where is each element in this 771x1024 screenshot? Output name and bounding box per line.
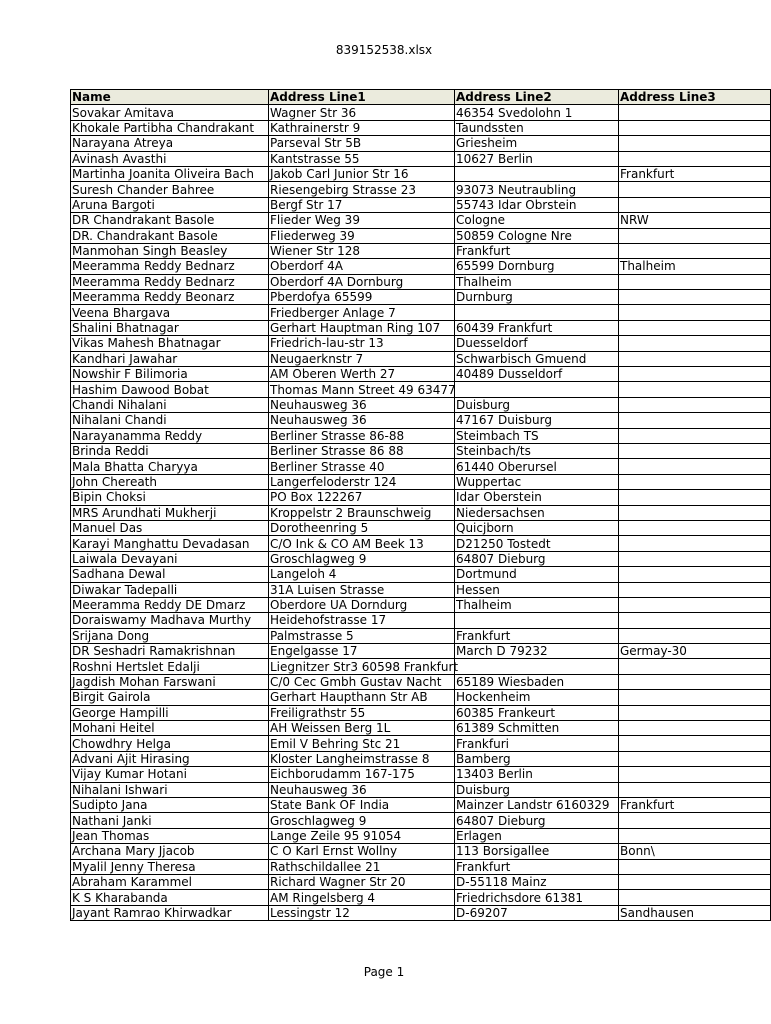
address-line3-cell <box>619 120 771 135</box>
address-line1-cell: State Bank OF India <box>269 797 455 812</box>
table-row <box>71 459 771 474</box>
address-line2-cell: Quicjborn <box>455 520 619 535</box>
table-row <box>71 721 771 736</box>
address-line2-cell: Friedrichsdore 61381 <box>455 890 619 905</box>
address-line2-cell: 60385 Frankeurt <box>455 705 619 720</box>
address-line3-cell <box>619 197 771 212</box>
name-cell: Meeramma Reddy Beonarz <box>71 290 269 305</box>
address-line3-cell <box>619 505 771 520</box>
address-line1-cell: Fliederweg 39 <box>269 228 455 243</box>
address-line3-cell <box>619 351 771 366</box>
address-line3-cell: Bonn\ <box>619 844 771 859</box>
address-line3-cell <box>619 490 771 505</box>
address-line1-cell: AH Weissen Berg 1L <box>269 721 455 736</box>
name-cell: Suresh Chander Bahree <box>71 182 269 197</box>
table-row <box>71 659 771 674</box>
table-row <box>71 336 771 351</box>
address-line3-cell <box>619 428 771 443</box>
table-row <box>71 859 771 874</box>
header-address-line2: Address Line2 <box>455 90 619 105</box>
address-line1-cell: Langeloh 4 <box>269 567 455 582</box>
address-line1-cell: Berliner Strasse 40 <box>269 459 455 474</box>
address-line2-cell: Mainzer Landstr 6160329 <box>455 797 619 812</box>
table-row <box>71 290 771 305</box>
table-row <box>71 582 771 597</box>
table-row <box>71 105 771 120</box>
name-cell: Meeramma Reddy DE Dmarz <box>71 597 269 612</box>
address-line3-cell <box>619 705 771 720</box>
address-line2-cell <box>455 613 619 628</box>
address-line2-cell: Thalheim <box>455 274 619 289</box>
table-row <box>71 874 771 889</box>
table-row <box>71 382 771 397</box>
address-line1-cell: Neugaerknstr 7 <box>269 351 455 366</box>
address-line1-cell: Gerhart Haupthann Str AB <box>269 690 455 705</box>
address-line2-cell: Frankfurt <box>455 859 619 874</box>
address-line1-cell: Groschlagweg 9 <box>269 813 455 828</box>
address-line3-cell: Germay-30 <box>619 644 771 659</box>
address-line2-cell: Thalheim <box>455 597 619 612</box>
address-line3-cell <box>619 721 771 736</box>
address-line3-cell <box>619 536 771 551</box>
address-line3-cell <box>619 736 771 751</box>
name-cell: Meeramma Reddy Bednarz <box>71 274 269 289</box>
address-line2-cell: Idar Oberstein <box>455 490 619 505</box>
address-line1-cell: PO Box 122267 <box>269 490 455 505</box>
table-row <box>71 228 771 243</box>
address-line1-cell: Oberdorf 4A <box>269 259 455 274</box>
address-line1-cell: C/0 Cec Gmbh Gustav Nacht <box>269 674 455 689</box>
address-line3-cell <box>619 767 771 782</box>
table-row <box>71 443 771 458</box>
address-line2-cell: Erlagen <box>455 828 619 843</box>
name-cell: Laiwala Devayani <box>71 551 269 566</box>
address-line3-cell <box>619 674 771 689</box>
address-line1-cell: Neuhausweg 36 <box>269 782 455 797</box>
name-cell: Vijay Kumar Hotani <box>71 767 269 782</box>
address-line1-cell: Rathschildallee 21 <box>269 859 455 874</box>
table-row <box>71 413 771 428</box>
name-cell: Jagdish Mohan Farswani <box>71 674 269 689</box>
name-cell: Bipin Choksi <box>71 490 269 505</box>
table-row <box>71 705 771 720</box>
table-row <box>71 905 771 920</box>
address-line1-cell: Kloster Langheimstrasse 8 <box>269 751 455 766</box>
table-row <box>71 274 771 289</box>
address-line3-cell <box>619 228 771 243</box>
address-line3-cell <box>619 659 771 674</box>
name-cell: Sudipto Jana <box>71 797 269 812</box>
name-cell: MRS Arundhati Mukherji <box>71 505 269 520</box>
name-cell: Karayi Manghattu Devadasan <box>71 536 269 551</box>
address-line2-cell: Durnburg <box>455 290 619 305</box>
address-line3-cell: Sandhausen <box>619 905 771 920</box>
address-line1-cell: Berliner Strasse 86-88 <box>269 428 455 443</box>
address-line2-cell: Duisburg <box>455 782 619 797</box>
address-line2-cell: 61389 Schmitten <box>455 721 619 736</box>
address-line3-cell <box>619 320 771 335</box>
table-row <box>71 567 771 582</box>
name-cell: Mala Bhatta Charyya <box>71 459 269 474</box>
table-row <box>71 782 771 797</box>
table-row <box>71 628 771 643</box>
name-cell: Diwakar Tadepalli <box>71 582 269 597</box>
address-line2-cell: Wuppertac <box>455 474 619 489</box>
name-cell: Aruna Bargoti <box>71 197 269 212</box>
name-cell: John Chereath <box>71 474 269 489</box>
address-line1-cell: Riesengebirg Strasse 23 <box>269 182 455 197</box>
name-cell: Nihalani Chandi <box>71 413 269 428</box>
page-number: Page 1 <box>363 965 405 979</box>
table-row <box>71 674 771 689</box>
address-line3-cell: Frankfurt <box>619 797 771 812</box>
table-row <box>71 320 771 335</box>
name-cell: Manuel Das <box>71 520 269 535</box>
address-line1-cell: C/O Ink & CO AM Beek 13 <box>269 536 455 551</box>
name-cell: Jayant Ramrao Khirwadkar <box>71 905 269 920</box>
document-title: 839152538.xlsx <box>335 43 433 57</box>
address-line3-cell <box>619 828 771 843</box>
table-row <box>71 397 771 412</box>
table-row <box>71 844 771 859</box>
address-line1-cell: Berliner Strasse 86 88 <box>269 443 455 458</box>
address-line3-cell <box>619 567 771 582</box>
table-row <box>71 551 771 566</box>
header-row <box>71 90 771 105</box>
address-line2-cell: 55743 Idar Obrstein <box>455 197 619 212</box>
table-row <box>71 474 771 489</box>
name-cell: Chowdhry Helga <box>71 736 269 751</box>
address-line2-cell: Frankfurt <box>455 243 619 258</box>
address-line1-cell: Oberdorf 4A Dornburg <box>269 274 455 289</box>
address-line2-cell: Hockenheim <box>455 690 619 705</box>
address-line1-cell: Emil V Behring Stc 21 <box>269 736 455 751</box>
table-row <box>71 751 771 766</box>
address-line1-cell: Palmstrasse 5 <box>269 628 455 643</box>
address-line3-cell <box>619 136 771 151</box>
name-cell: Narayana Atreya <box>71 136 269 151</box>
address-line1-cell: Richard Wagner Str 20 <box>269 874 455 889</box>
address-line2-cell: Duisburg <box>455 397 619 412</box>
address-line3-cell <box>619 305 771 320</box>
table-row <box>71 120 771 135</box>
table-row <box>71 151 771 166</box>
address-line1-cell: Langerfeloderstr 124 <box>269 474 455 489</box>
address-line1-cell: 31A Luisen Strasse <box>269 582 455 597</box>
name-cell: Archana Mary Jjacob <box>71 844 269 859</box>
name-cell: Meeramma Reddy Bednarz <box>71 259 269 274</box>
name-cell: Hashim Dawood Bobat <box>71 382 269 397</box>
address-line3-cell: NRW <box>619 213 771 228</box>
address-line1-cell: Pberdofya 65599 <box>269 290 455 305</box>
address-line3-cell <box>619 151 771 166</box>
address-line1-cell: AM Oberen Werth 27 <box>269 367 455 382</box>
name-cell: George Hampilli <box>71 705 269 720</box>
address-line2-cell: March D 79232 <box>455 644 619 659</box>
name-cell: Avinash Avasthi <box>71 151 269 166</box>
address-line3-cell <box>619 243 771 258</box>
address-line1-cell: Kantstrasse 55 <box>269 151 455 166</box>
address-line3-cell <box>619 382 771 397</box>
address-line2-cell: 113 Borsigallee <box>455 844 619 859</box>
address-line3-cell <box>619 474 771 489</box>
address-line2-cell: Schwarbisch Gmuend <box>455 351 619 366</box>
address-line3-cell <box>619 459 771 474</box>
table-row <box>71 367 771 382</box>
table-row <box>71 767 771 782</box>
address-line1-cell: Oberdore UA Dorndurg <box>269 597 455 612</box>
table-row <box>71 736 771 751</box>
address-line2-cell: Cologne <box>455 213 619 228</box>
address-line1-cell: Friedberger Anlage 7 <box>269 305 455 320</box>
address-line2-cell: 93073 Neutraubling <box>455 182 619 197</box>
name-cell: Myalil Jenny Theresa <box>71 859 269 874</box>
address-line2-cell: 47167 Duisburg <box>455 413 619 428</box>
table-body <box>71 105 771 921</box>
address-line3-cell <box>619 397 771 412</box>
address-line2-cell: Griesheim <box>455 136 619 151</box>
address-line2-cell: Niedersachsen <box>455 505 619 520</box>
address-line1-cell: Freiligrathstr 55 <box>269 705 455 720</box>
name-cell: DR Chandrakant Basole <box>71 213 269 228</box>
table-row <box>71 136 771 151</box>
address-line3-cell <box>619 813 771 828</box>
name-cell: Nathani Janki <box>71 813 269 828</box>
address-line1-cell: Kroppelstr 2 Braunschweig <box>269 505 455 520</box>
address-line2-cell: 13403 Berlin <box>455 767 619 782</box>
address-line2-cell: D-69207 <box>455 905 619 920</box>
name-cell: Chandi Nihalani <box>71 397 269 412</box>
name-cell: Abraham Karammel <box>71 874 269 889</box>
address-line2-cell <box>455 659 619 674</box>
address-line3-cell <box>619 782 771 797</box>
name-cell: Brinda Reddi <box>71 443 269 458</box>
address-line1-cell: Lange Zeile 95 91054 <box>269 828 455 843</box>
address-line3-cell <box>619 859 771 874</box>
name-cell: Srijana Dong <box>71 628 269 643</box>
table-row <box>71 597 771 612</box>
address-line1-cell: Parseval Str 5B <box>269 136 455 151</box>
name-cell: Doraiswamy Madhava Murthy <box>71 613 269 628</box>
address-line1-cell: C O Karl Ernst Wollny <box>269 844 455 859</box>
address-line3-cell <box>619 890 771 905</box>
address-line2-cell: 64807 Dieburg <box>455 813 619 828</box>
table-row <box>71 613 771 628</box>
name-cell: Kandhari Jawahar <box>71 351 269 366</box>
name-cell: Nihalani Ishwari <box>71 782 269 797</box>
address-line3-cell <box>619 751 771 766</box>
table-row <box>71 166 771 181</box>
table-row <box>71 797 771 812</box>
address-line3-cell <box>619 443 771 458</box>
address-line2-cell: Hessen <box>455 582 619 597</box>
name-cell: Mohani Heitel <box>71 721 269 736</box>
address-line3-cell <box>619 182 771 197</box>
table-row <box>71 505 771 520</box>
address-line1-cell: Kathrainerstr 9 <box>269 120 455 135</box>
table-row <box>71 813 771 828</box>
table-row <box>71 428 771 443</box>
address-line2-cell: D-55118 Mainz <box>455 874 619 889</box>
address-line2-cell: 65599 Dornburg <box>455 259 619 274</box>
table-row <box>71 490 771 505</box>
address-line3-cell <box>619 597 771 612</box>
table-row <box>71 644 771 659</box>
table-row <box>71 305 771 320</box>
name-cell: Shalini Bhatnagar <box>71 320 269 335</box>
address-line1-cell: Groschlagweg 9 <box>269 551 455 566</box>
name-cell: Birgit Gairola <box>71 690 269 705</box>
table-row <box>71 890 771 905</box>
address-line3-cell <box>619 582 771 597</box>
table-row <box>71 351 771 366</box>
address-line2-cell: Duesseldorf <box>455 336 619 351</box>
name-cell: DR. Chandrakant Basole <box>71 228 269 243</box>
table-row <box>71 828 771 843</box>
table-row <box>71 536 771 551</box>
address-line3-cell <box>619 874 771 889</box>
table-row <box>71 520 771 535</box>
address-line2-cell: 61440 Oberursel <box>455 459 619 474</box>
name-cell: Sadhana Dewal <box>71 567 269 582</box>
name-cell: Nowshir F Bilimoria <box>71 367 269 382</box>
address-line2-cell: Frankfuri <box>455 736 619 751</box>
address-line2-cell: 40489 Dusseldorf <box>455 367 619 382</box>
address-line2-cell: D21250 Tostedt <box>455 536 619 551</box>
address-line1-cell: Eichborudamm 167-175 <box>269 767 455 782</box>
name-cell: Vikas Mahesh Bhatnagar <box>71 336 269 351</box>
address-line3-cell <box>619 274 771 289</box>
spreadsheet-viewport <box>70 89 716 921</box>
address-line2-cell: Steinbach/ts <box>455 443 619 458</box>
name-cell: DR Seshadri Ramakrishnan <box>71 644 269 659</box>
address-line1-cell: Jakob Carl Junior Str 16 <box>269 166 455 181</box>
address-line2-cell <box>455 166 619 181</box>
header-address-line3: Address Line3 <box>619 90 771 105</box>
address-line1-cell: Wagner Str 36 <box>269 105 455 120</box>
address-line1-cell: Liegnitzer Str3 60598 Frankfurt <box>270 659 459 674</box>
name-cell: Veena Bhargava <box>71 305 269 320</box>
address-line2-cell: Taundssten <box>455 120 619 135</box>
address-line3-cell <box>619 628 771 643</box>
name-cell: Roshni Hertslet Edalji <box>71 659 269 674</box>
address-line1-cell: Dorotheenring 5 <box>269 520 455 535</box>
address-line3-cell <box>619 105 771 120</box>
address-line2-cell: 50859 Cologne Nre <box>455 228 619 243</box>
address-line2-cell: 60439 Frankfurt <box>455 320 619 335</box>
table-row <box>71 182 771 197</box>
table-row <box>71 243 771 258</box>
name-cell: Manmohan Singh Beasley <box>71 243 269 258</box>
address-line3-cell <box>619 690 771 705</box>
name-cell: Narayanamma Reddy <box>71 428 269 443</box>
header-name: Name <box>71 90 269 105</box>
address-line3-cell <box>619 613 771 628</box>
address-line2-cell: 65189 Wiesbaden <box>455 674 619 689</box>
address-line2-cell: Bamberg <box>455 751 619 766</box>
address-line1-cell: Lessingstr 12 <box>269 905 455 920</box>
name-cell: Jean Thomas <box>71 828 269 843</box>
address-table <box>70 89 771 921</box>
name-cell: K S Kharabanda <box>71 890 269 905</box>
address-line1-cell: Gerhart Hauptman Ring 107 <box>269 320 455 335</box>
address-line3-cell: Frankfurt <box>619 166 771 181</box>
address-line1-cell: Flieder Weg 39 <box>269 213 455 228</box>
address-line1-cell: Friedrich-lau-str 13 <box>269 336 455 351</box>
address-line2-cell <box>455 382 619 397</box>
address-line2-cell: 10627 Berlin <box>455 151 619 166</box>
address-line1-cell: Engelgasse 17 <box>269 644 455 659</box>
address-line3-cell <box>619 336 771 351</box>
name-cell: Martinha Joanita Oliveira Bach <box>71 166 269 181</box>
address-line1-cell: Neuhausweg 36 <box>269 397 455 412</box>
address-line1-cell: Neuhausweg 36 <box>269 413 455 428</box>
name-cell: Sovakar Amitava <box>71 105 269 120</box>
address-line3-cell <box>619 367 771 382</box>
address-line3-cell: Thalheim <box>619 259 771 274</box>
address-line1-cell: AM Ringelsberg 4 <box>269 890 455 905</box>
name-cell: Advani Ajit Hirasing <box>71 751 269 766</box>
address-line1-cell: Wiener Str 128 <box>269 243 455 258</box>
address-line2-cell: Frankfurt <box>455 628 619 643</box>
name-cell: Khokale Partibha Chandrakant <box>71 120 269 135</box>
address-line2-cell: Dortmund <box>455 567 619 582</box>
table-row <box>71 197 771 212</box>
table-row <box>71 690 771 705</box>
address-line2-cell: 64807 Dieburg <box>455 551 619 566</box>
address-line3-cell <box>619 413 771 428</box>
table-row <box>71 213 771 228</box>
address-line1-cell: Heidehofstrasse 17 <box>269 613 455 628</box>
address-line3-cell <box>619 551 771 566</box>
table-row <box>71 259 771 274</box>
address-line1-cell: Bergf Str 17 <box>269 197 455 212</box>
address-line3-cell <box>619 520 771 535</box>
header-address-line1: Address Line1 <box>269 90 455 105</box>
address-line2-cell: Steimbach TS <box>455 428 619 443</box>
address-line2-cell <box>455 305 619 320</box>
address-line1-cell: Thomas Mann Street 49 63477 <box>270 382 456 397</box>
address-line3-cell <box>619 290 771 305</box>
address-line2-cell: 46354 Svedolohn 1 <box>455 105 619 120</box>
